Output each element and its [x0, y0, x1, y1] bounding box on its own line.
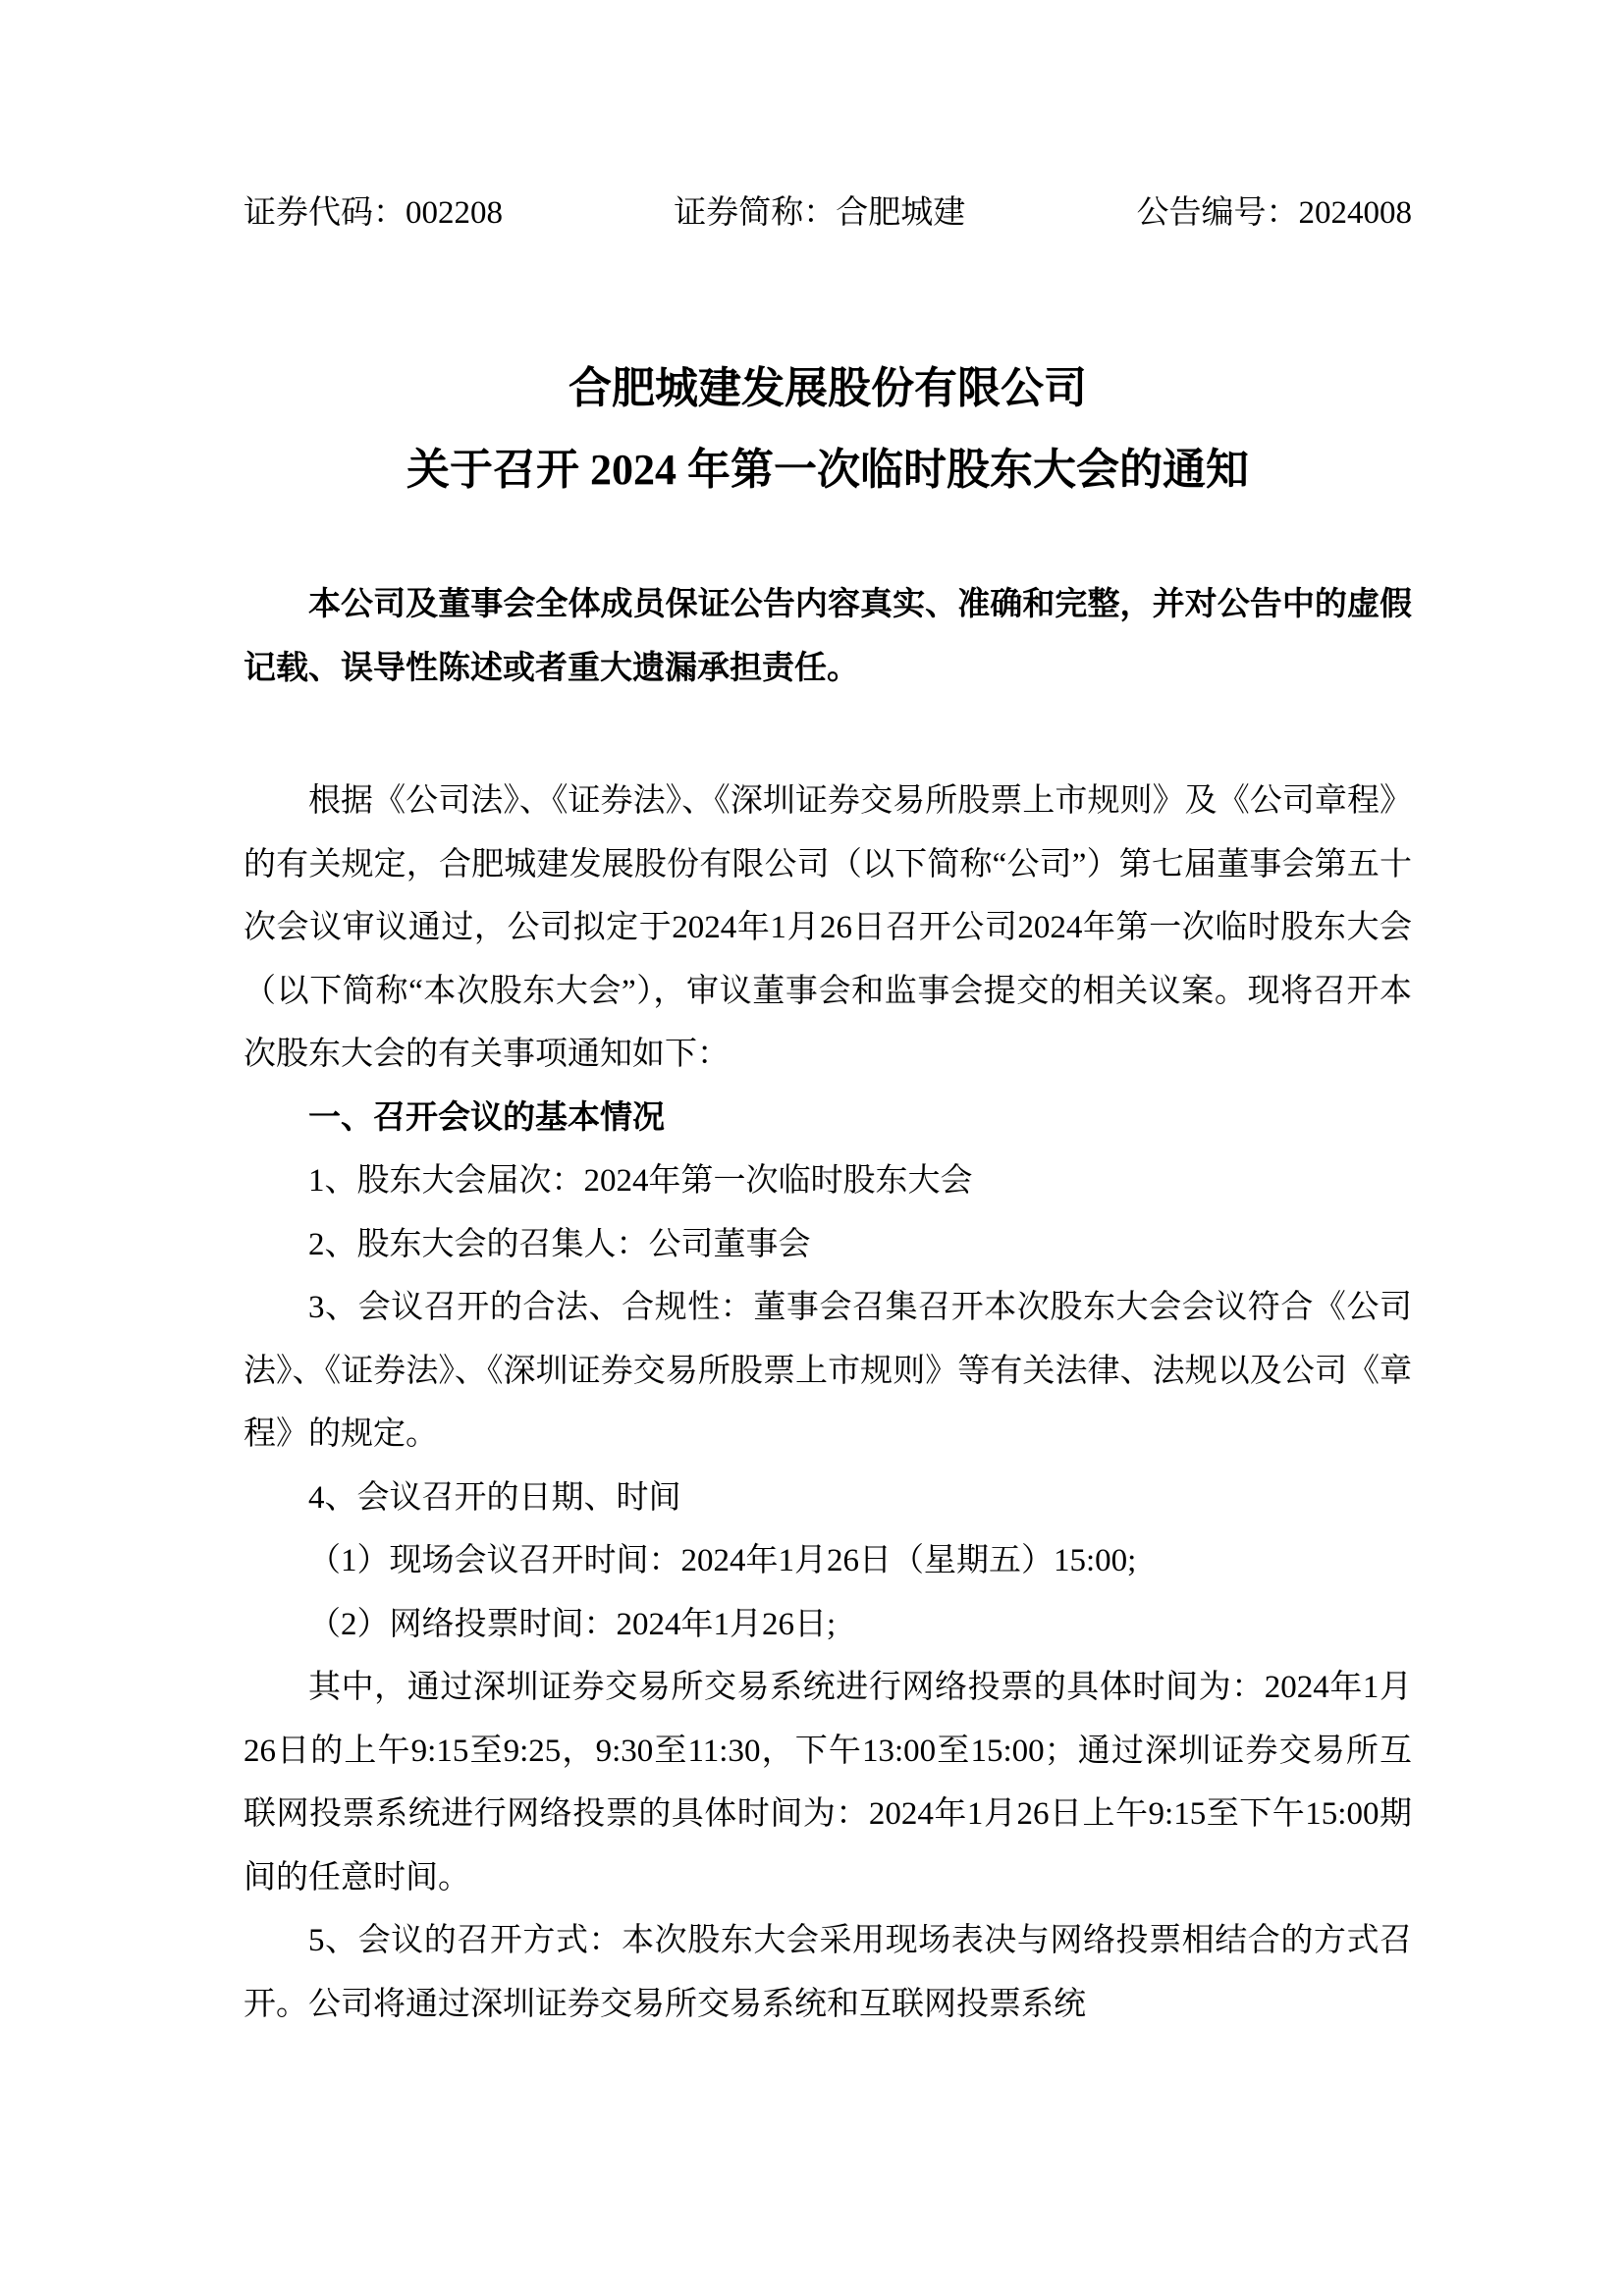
intro-paragraph: 根据《公司法》、《证券法》、《深圳证券交易所股票上市规则》及《公司章程》的有关规定，合肥城建发展股份有限公司（以下简称“公司”）第七届董事会第五十次会议审议通过，公司拟定于2024年1月26日召开公司2024年第一次临时股东大会（以下简称“本次股东大会”），审议董事会和监事会提交的相关议案。现将召开本次股东大会的有关事项通知如下：: [244, 783, 1412, 1072]
item-meeting-session: 1、股东大会届次：2024年第一次临时股东大会: [308, 1163, 973, 1199]
disclaimer-paragraph: 本公司及董事会全体成员保证公告内容真实、准确和完整，并对公告中的虚假记载、误导性陈述或者重大遗漏承担责任。: [244, 587, 1412, 686]
document-header: [244, 194, 1412, 232]
stock-abbr: 证券简称：合肥城建: [674, 195, 966, 231]
document-body: [244, 770, 1412, 2036]
item-voting-time-detail: 其中，通过深圳证券交易所交易系统进行网络投票的具体时间为：2024年1月26日的上午9:15至9:25，9:30至11:30，下午13:00至15:00；通过深圳证券交易所互联网投票系统进行网络投票的具体时间为：2024年1月26日上午9:15至下午15:00期间的任意时间。: [244, 1670, 1412, 1896]
item-legality: 3、会议召开的合法、合规性：董事会召集召开本次股东大会会议符合《公司法》、《证券法》、《深圳证券交易所股票上市规则》等有关法律、法规以及公司《章程》的规定。: [244, 1290, 1412, 1452]
announcement-number: 公告编号：2024008: [1136, 195, 1412, 231]
notice-subject-title: 关于召开 2024 年第一次临时股东大会的通知: [406, 446, 1249, 494]
stock-code: 证券代码：002208: [244, 195, 503, 231]
item-onsite-meeting-time: （1）现场会议召开时间：2024年1月26日（星期五）15:00;: [308, 1543, 1137, 1578]
item-meeting-method: 5、会议的召开方式：本次股东大会采用现场表决与网络投票相结合的方式召开。公司将通过深圳证券交易所交易系统和互联网投票系统: [244, 1923, 1412, 2022]
item-online-voting-time: （2）网络投票时间：2024年1月26日;: [308, 1606, 837, 1642]
section1-heading: 一、召开会议的基本情况: [308, 1099, 665, 1136]
company-name-title: 合肥城建发展股份有限公司: [568, 364, 1087, 412]
item-date-time: 4、会议召开的日期、时间: [308, 1479, 681, 1516]
item-convener: 2、股东大会的召集人：公司董事会: [308, 1226, 811, 1262]
